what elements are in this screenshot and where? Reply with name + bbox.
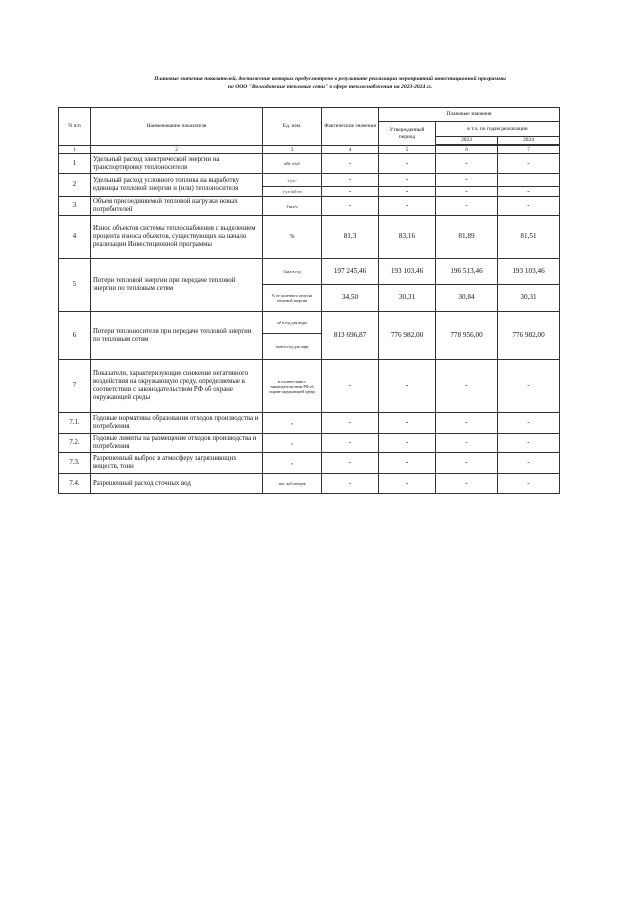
table-row bbox=[59, 434, 560, 453]
row-2024: 776 982,00 bbox=[498, 312, 560, 360]
row-approved: - bbox=[379, 154, 436, 174]
row-actual: 197 245,46 bbox=[322, 259, 379, 285]
row-number: 7.2. bbox=[59, 434, 91, 453]
row-number: 2 bbox=[59, 174, 91, 197]
table-row bbox=[59, 259, 560, 285]
row-unit: т у.т./ bbox=[263, 174, 322, 187]
row-actual: - bbox=[322, 453, 379, 474]
row-approved: - bbox=[379, 360, 436, 413]
row-2024 bbox=[498, 174, 560, 187]
header-actual: Фактические значения bbox=[322, 108, 379, 146]
header-plan: Плановые значения bbox=[379, 108, 560, 122]
row-unit: т у.т./м3 т.н bbox=[263, 187, 322, 197]
header-by-year: в т.ч. по годам реализации bbox=[436, 122, 560, 137]
row-approved: 193 103,46 bbox=[379, 259, 436, 285]
row-name: Годовые лимиты на размещение отходов производства и потребления bbox=[91, 434, 263, 453]
row-2023: - bbox=[436, 174, 498, 187]
table-row bbox=[59, 413, 560, 434]
row-2023: 778 956,00 bbox=[436, 312, 498, 360]
table-row bbox=[59, 154, 560, 174]
row-number: 5 bbox=[59, 259, 91, 312]
row-2024: - bbox=[498, 474, 560, 494]
row-actual: - bbox=[322, 154, 379, 174]
row-number: 7 bbox=[59, 360, 91, 413]
row-name: Потери теплоносителя при передаче тепловой энергии по тепловым сетям bbox=[91, 312, 263, 360]
header-approved: Утвержденный период bbox=[379, 122, 436, 146]
row-unit: Гкал/ч bbox=[263, 197, 322, 216]
table-row bbox=[59, 360, 560, 413]
row-actual: - bbox=[322, 474, 379, 494]
indicators-table bbox=[58, 107, 560, 494]
header-year-2023: 2023 bbox=[436, 137, 498, 145]
row-2024: 193 103,46 bbox=[498, 259, 560, 285]
row-2024: - bbox=[498, 187, 560, 197]
row-name: Показатели, характеризующие снижение негативного воздействия на окружающую среду, определяемые в соответствии с законодательством РФ об охране окружающей среды bbox=[91, 360, 263, 413]
row-number: 7.3. bbox=[59, 453, 91, 474]
row-unit: тыс. куб метров bbox=[263, 474, 322, 494]
row-actual: 81,3 bbox=[322, 216, 379, 259]
row-approved: 83,16 bbox=[379, 216, 436, 259]
column-number: 4 bbox=[322, 146, 379, 154]
document-title: Плановые значения показателей, достижение которых предусмотрено в результате реализации мероприятий инвестиционной программы bbox=[154, 76, 506, 82]
column-number: 2 bbox=[91, 146, 263, 154]
row-2024: - bbox=[498, 434, 560, 453]
row-actual: - bbox=[322, 360, 379, 413]
row-actual: 813 696,87 bbox=[322, 312, 379, 360]
row-approved: - bbox=[379, 413, 436, 434]
row-2023: - bbox=[436, 474, 498, 494]
row-name: Разрешенный выброс в атмосферу загрязняющих веществ, тонн bbox=[91, 453, 263, 474]
row-unit: тонн в год для пара bbox=[263, 334, 322, 360]
row-2024: - bbox=[498, 413, 560, 434]
row-2024: - bbox=[498, 197, 560, 216]
row-2024: 30,31 bbox=[498, 285, 560, 312]
table-row bbox=[59, 474, 560, 494]
header-no: N п/п bbox=[59, 108, 91, 146]
row-number: 7.4. bbox=[59, 474, 91, 494]
row-name: Удельный расход условного топлива на выработку единицы тепловой энергии и (или) теплоносителя bbox=[91, 174, 263, 197]
row-approved: 30,31 bbox=[379, 285, 436, 312]
column-number: 7 bbox=[498, 146, 560, 154]
row-2023: - bbox=[436, 197, 498, 216]
row-number: 6 bbox=[59, 312, 91, 360]
row-name: Годовые нормативы образования отходов производства и потребления bbox=[91, 413, 263, 434]
row-approved: - bbox=[379, 474, 436, 494]
header-name: Наименование показателя bbox=[91, 108, 263, 146]
row-actual: - bbox=[322, 174, 379, 187]
document-subtitle: по ООО "Волгодонские тепловые сети" в сфере теплоснабжения на 2023-2024 гг. bbox=[227, 84, 433, 90]
row-2023: - bbox=[436, 413, 498, 434]
row-approved: - bbox=[379, 187, 436, 197]
column-number: 1 bbox=[59, 146, 91, 154]
row-unit: % от полезного отпуска тепловой энергии bbox=[263, 285, 322, 312]
row-2023: 81,89 bbox=[436, 216, 498, 259]
table-row bbox=[59, 174, 560, 187]
row-approved: - bbox=[379, 174, 436, 187]
row-approved: - bbox=[379, 197, 436, 216]
row-approved: - bbox=[379, 453, 436, 474]
header-year-2024: 2024 bbox=[498, 137, 560, 145]
row-2023: - bbox=[436, 154, 498, 174]
row-unit: в соответствии с законодательством РФ об охране окружающей среды bbox=[263, 360, 322, 413]
column-number: 5 bbox=[379, 146, 436, 154]
row-name: Потери тепловой энергии при передаче тепловой энергии по тепловым сетям bbox=[91, 259, 263, 312]
row-number: 4 bbox=[59, 216, 91, 259]
row-unit: т bbox=[263, 434, 322, 453]
row-2024: - bbox=[498, 154, 560, 174]
row-unit: т bbox=[263, 453, 322, 474]
row-actual: - bbox=[322, 197, 379, 216]
row-2023: 30,84 bbox=[436, 285, 498, 312]
row-unit: Гкал в год bbox=[263, 259, 322, 285]
row-actual: - bbox=[322, 413, 379, 434]
row-unit: % bbox=[263, 216, 322, 259]
row-2023: - bbox=[436, 187, 498, 197]
row-approved: 776 982,00 bbox=[379, 312, 436, 360]
row-unit: кВт·ч/м3 bbox=[263, 154, 322, 174]
row-name: Износ объектов системы теплоснабжения с выделением процента износа объектов, существующих на начало реализации Инвестиционной программы bbox=[91, 216, 263, 259]
row-actual: 34,50 bbox=[322, 285, 379, 312]
table-row bbox=[59, 312, 560, 334]
table-row bbox=[59, 453, 560, 474]
row-2023: 196 513,46 bbox=[436, 259, 498, 285]
row-2023: - bbox=[436, 434, 498, 453]
row-name: Объем присоединяемой тепловой нагрузки новых потребителей bbox=[91, 197, 263, 216]
header-unit: Ед. изм. bbox=[263, 108, 322, 146]
row-2023: - bbox=[436, 360, 498, 413]
row-unit: т bbox=[263, 413, 322, 434]
row-actual: - bbox=[322, 434, 379, 453]
row-number: 7.1. bbox=[59, 413, 91, 434]
row-unit: м³ в год для воды bbox=[263, 312, 322, 334]
row-actual: - bbox=[322, 187, 379, 197]
row-name: Разрешенный расход сточных вод bbox=[91, 474, 263, 494]
row-number: 1 bbox=[59, 154, 91, 174]
row-name: Удельный расход электрической энергии на транспортировку теплоносителя bbox=[91, 154, 263, 174]
row-approved: - bbox=[379, 434, 436, 453]
row-2024: - bbox=[498, 360, 560, 413]
column-number: 3 bbox=[263, 146, 322, 154]
table-row bbox=[59, 197, 560, 216]
table-row bbox=[59, 216, 560, 259]
row-2024: - bbox=[498, 453, 560, 474]
row-2024: 81,51 bbox=[498, 216, 560, 259]
row-2023: - bbox=[436, 453, 498, 474]
column-number: 6 bbox=[436, 146, 498, 154]
row-number: 3 bbox=[59, 197, 91, 216]
